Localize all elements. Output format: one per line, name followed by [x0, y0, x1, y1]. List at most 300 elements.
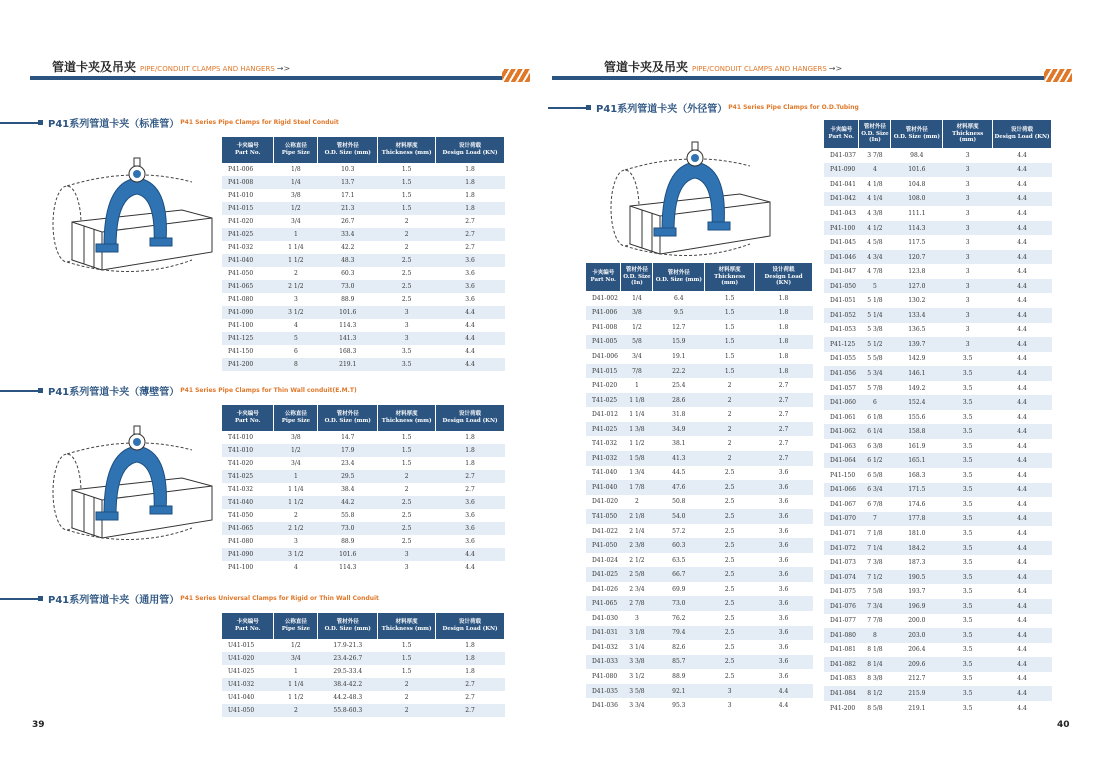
table-row [586, 320, 813, 335]
table-cell: 3.6 [465, 512, 475, 519]
table-cell: 4 5/8 [867, 239, 883, 247]
table-cell: D41-071 [830, 529, 856, 537]
table-cell: D41-082 [824, 657, 859, 672]
table-cell: 29.5-33.4 [333, 668, 363, 675]
table-cell: 3 [965, 209, 970, 217]
table-row [222, 522, 505, 535]
table-cell: 101.6 [318, 306, 378, 319]
table-cell: 4.4 [993, 686, 1052, 701]
table-row [586, 669, 813, 684]
table-cell: D41-064 [824, 453, 859, 468]
table-cell: P41-080 [592, 672, 618, 680]
table-cell: 2 [378, 704, 436, 717]
table-cell: D41-063 [830, 442, 856, 450]
table-cell: 1.8 [465, 166, 475, 173]
table-cell: 41.3 [653, 451, 705, 466]
table-row [824, 468, 1052, 483]
table-row [824, 555, 1052, 570]
table-cell: T41-032 [228, 486, 254, 493]
table-cell: 1.5 [724, 323, 735, 331]
table-cell: 2.5 [724, 498, 735, 506]
table-cell: 1.5 [401, 460, 412, 467]
table-cell: 92.1 [653, 684, 705, 699]
column-header: 卡夹编号 Part No. [222, 137, 274, 163]
table-cell: U41-015 [228, 642, 255, 649]
table-row [824, 526, 1052, 541]
table-cell: 2.5 [401, 512, 412, 519]
table-row [586, 480, 813, 495]
table-cell: P41-100 [228, 322, 254, 329]
table-cell: 181.0 [908, 529, 926, 537]
table-cell: 3.5 [943, 424, 993, 439]
column-header: 材料厚度 Thickness (mm) [378, 613, 436, 639]
table-cell: 1.5 [401, 668, 412, 675]
table-cell: 3.5 [943, 657, 993, 672]
table-cell: 2 [293, 270, 298, 277]
table-cell: 3.5 [943, 395, 993, 410]
table-cell: 88.9 [341, 296, 355, 303]
table-cell: T41-010 [222, 444, 274, 457]
table-cell: 4.4 [993, 395, 1052, 410]
table-row [586, 698, 813, 713]
column-header: 管材外径 O.D. Size (mm) [653, 263, 705, 291]
table-cell: P41-150 [830, 471, 856, 479]
header-bar [552, 76, 1072, 80]
table-row [824, 395, 1052, 410]
table-cell: 4.4 [1017, 442, 1027, 450]
table-row [824, 279, 1052, 294]
table-row [222, 163, 505, 176]
table-cell: 3.5 [943, 366, 993, 381]
table-cell: 111.1 [908, 209, 926, 217]
table-row [824, 614, 1052, 629]
table-cell: D41-033 [586, 655, 621, 670]
section-title-rigid: P41系列管道卡夹（标准管）P41 Series Pipe Clamps for Rigid Steel Conduit [0, 112, 339, 131]
table-cell: D41-043 [830, 209, 856, 217]
stripes-icon [1044, 69, 1072, 82]
table-cell: 3.5 [378, 358, 436, 371]
table-cell: 141.3 [318, 332, 378, 345]
table-row [222, 444, 505, 457]
table-cell: P41-065 [222, 522, 274, 535]
table-cell: 1.8 [778, 323, 789, 331]
table-cell: 4.4 [993, 221, 1052, 236]
table-cell: 4.4 [993, 337, 1052, 352]
table-cell: 4.4 [993, 512, 1052, 527]
table-row [222, 496, 505, 509]
table-row [824, 410, 1052, 425]
table-cell: 2.5 [705, 626, 755, 641]
table-cell: 3.5 [962, 442, 973, 450]
table-cell: 3 [378, 332, 436, 345]
table-cell: 14.7 [341, 434, 355, 441]
table-cell: 219.1 [908, 704, 926, 712]
table-cell: 73.0 [318, 522, 378, 535]
table-cell: 4.4 [993, 541, 1052, 556]
table-row [222, 548, 505, 561]
table-cell: 4.4 [1017, 675, 1027, 683]
table-cell: 4.4 [465, 322, 475, 329]
table-cell: 4.4 [465, 348, 475, 355]
table-cell: 2.7 [436, 228, 505, 241]
table-row [222, 319, 505, 332]
table-row [222, 332, 505, 345]
column-header: 卡夹编号 Part No. [222, 613, 274, 639]
table-cell: 3 1/2 [274, 548, 318, 561]
table-cell: D41-020 [592, 498, 618, 506]
table-row [824, 221, 1052, 236]
table-cell: D41-031 [586, 626, 621, 641]
table-cell: 5 1/2 [859, 337, 891, 352]
column-header: 公称直径 Pipe Size [274, 613, 318, 639]
table-cell: 3 [943, 308, 993, 323]
table-cell: D41-061 [830, 413, 856, 421]
table-cell: 5 3/4 [859, 366, 891, 381]
table-cell: 1/2 [632, 323, 642, 331]
table-cell: 219.1 [318, 358, 378, 371]
table-cell: D41-081 [830, 646, 856, 654]
table-cell: 3 [943, 250, 993, 265]
table-cell: 25.4 [672, 382, 686, 390]
table-cell: 3 1/2 [629, 672, 645, 680]
table-cell: 171.5 [891, 483, 943, 498]
table-cell: 4.4 [1017, 471, 1027, 479]
table-row [222, 215, 505, 228]
table-row [222, 293, 505, 306]
table-cell: 5 1/4 [859, 308, 891, 323]
table-row [824, 148, 1052, 163]
table-row [824, 570, 1052, 585]
table-row [222, 665, 505, 678]
table-cell: 3.6 [436, 280, 505, 293]
table-cell: 3.6 [755, 626, 813, 641]
table-row [824, 497, 1052, 512]
table-cell: 4.4 [993, 657, 1052, 672]
table-cell: 7 3/8 [867, 559, 883, 567]
table-cell: 1 1/4 [629, 411, 645, 419]
table-row [586, 349, 813, 364]
table-cell: 3.5 [943, 483, 993, 498]
table-cell: P41-080 [228, 538, 254, 545]
table-cell: D41-006 [592, 352, 618, 360]
table-cell: 4.4 [1017, 646, 1027, 654]
table-cell: D41-024 [592, 556, 618, 564]
table-cell: 38.4-42.2 [318, 678, 378, 691]
table-cell: P41-015 [222, 202, 274, 215]
table-cell: 3.5 [943, 541, 993, 556]
table-cell: 2 1/2 [274, 280, 318, 293]
table-cell: 44.2-48.3 [333, 694, 363, 701]
table-row [824, 483, 1052, 498]
table-cell: 6 [293, 348, 298, 355]
table-cell: 2.7 [465, 244, 475, 251]
table-od-b [824, 120, 1052, 715]
table-cell: 2.5 [705, 567, 755, 582]
table-row [222, 228, 505, 241]
table-cell: 98.4 [910, 151, 924, 159]
table-cell: P41-090 [222, 548, 274, 561]
table-cell: 3.5 [962, 588, 973, 596]
table-cell: 1/8 [291, 166, 301, 173]
table-cell: 2 [378, 678, 436, 691]
table-cell: 31.8 [672, 411, 686, 419]
clamp-illustration-od [600, 136, 780, 266]
table-cell: 1/4 [274, 176, 318, 189]
table-row [222, 280, 505, 293]
table-row [586, 364, 813, 379]
table-cell: 2 3/4 [629, 585, 645, 593]
table-cell: 3.5 [943, 453, 993, 468]
clamp-illustration-thin [42, 420, 222, 550]
table-row [824, 701, 1052, 716]
table-cell: 3 [378, 548, 436, 561]
table-cell: 1/2 [274, 444, 318, 457]
header-en: PIPE/CONDUIT CLAMPS AND HANGERS [140, 65, 275, 73]
page-number: 40 [1057, 720, 1070, 730]
table-cell: 7 1/4 [859, 541, 891, 556]
table-cell: 168.3 [339, 348, 357, 355]
table-row [824, 424, 1052, 439]
table-cell: 200.0 [908, 617, 926, 625]
section-title-thin: P41系列管道卡夹（薄壁管）P41 Series Pipe Clamps for Thin Wall conduit(E.M.T) [0, 380, 357, 399]
header-bar [30, 76, 530, 80]
table-cell: 1 3/4 [629, 469, 645, 477]
table-cell: 4.4 [1017, 209, 1027, 217]
table-cell: D41-032 [592, 643, 618, 651]
column-header: 管材外径 O.D. Size (In) [859, 120, 891, 148]
table-cell: 3 [965, 239, 970, 247]
table-cell: 2.5 [705, 538, 755, 553]
table-cell: 48.3 [318, 254, 378, 267]
table-cell: 3 [943, 279, 993, 294]
table-cell: 1.5 [705, 364, 755, 379]
column-header: 设计荷载 Design Load (KN) [436, 405, 505, 431]
header-left [30, 54, 530, 82]
table-cell: 1.5 [401, 642, 412, 649]
table-cell: 158.8 [891, 424, 943, 439]
table-cell: D41-053 [830, 326, 856, 334]
table-cell: 1 1/2 [288, 694, 304, 701]
table-cell: 1/4 [632, 294, 642, 302]
table-cell: D41-072 [824, 541, 859, 556]
table-row [824, 453, 1052, 468]
table-cell: D41-036 [592, 702, 618, 710]
table-cell: 1.5 [401, 192, 412, 199]
table-cell: 17.9-21.3 [333, 642, 363, 649]
table-row [586, 524, 813, 539]
table-row [824, 381, 1052, 396]
table-cell: P41-032 [586, 451, 621, 466]
table-cell: 5 [274, 332, 318, 345]
table-row [222, 704, 505, 717]
table-cell: 3.5 [962, 413, 973, 421]
table-cell: 2 [404, 694, 409, 701]
table-cell: 1.5 [724, 352, 735, 360]
table-cell: 2.5 [705, 480, 755, 495]
table-cell: 5 [859, 279, 891, 294]
table-cell: 215.9 [891, 686, 943, 701]
table-cell: 44.2 [318, 496, 378, 509]
table-row [586, 684, 813, 699]
table-row [222, 345, 505, 358]
table-cell: 2.5 [378, 280, 436, 293]
table-cell: D41-030 [592, 614, 618, 622]
table-cell: 2.7 [436, 470, 505, 483]
table-cell: P41-006 [586, 306, 621, 321]
table-cell: 3.6 [778, 585, 789, 593]
table-row [824, 672, 1052, 687]
table-cell: 1/2 [291, 642, 301, 649]
table-cell: 4 1/8 [867, 180, 883, 188]
table-row [586, 567, 813, 582]
table-cell: 28.6 [653, 393, 705, 408]
table-cell: D41-012 [592, 411, 618, 419]
table-row [222, 561, 505, 574]
header-right [552, 54, 1072, 82]
table-cell: 2.5 [724, 469, 735, 477]
table-cell: 1.8 [436, 652, 505, 665]
table-cell: P41-200 [830, 704, 856, 712]
column-header: 管材外径 O.D. Size (mm) [318, 137, 378, 163]
table-cell: 4.4 [993, 192, 1052, 207]
table-cell: 1.8 [436, 444, 505, 457]
table-cell: 3.5 [962, 500, 973, 508]
table-cell: P41-050 [586, 538, 621, 553]
table-row [586, 509, 813, 524]
table-cell: 8 1/2 [859, 686, 891, 701]
table-row [222, 431, 505, 444]
table-cell: 4.4 [1017, 180, 1027, 188]
table-cell: 4.4 [436, 332, 505, 345]
table-cell: 3 3/4 [629, 702, 645, 710]
table-cell: 3.5 [962, 529, 973, 537]
table-cell: D41-076 [824, 599, 859, 614]
table-cell: P41-006 [228, 166, 254, 173]
table-cell: 2.7 [436, 678, 505, 691]
table-row [586, 291, 813, 306]
table-cell: 4 [293, 322, 298, 329]
column-header: 设计荷载 Design Load (KN) [755, 263, 813, 291]
table-cell: 1.8 [436, 176, 505, 189]
table-cell: 168.3 [908, 471, 926, 479]
table-cell: 2 5/8 [621, 567, 653, 582]
header-en: PIPE/CONDUIT CLAMPS AND HANGERS [692, 65, 827, 73]
table-row [222, 254, 505, 267]
table-row [824, 628, 1052, 643]
table-cell: 3.5 [943, 570, 993, 585]
table-cell: 85.7 [653, 655, 705, 670]
table-cell: 2.5 [724, 585, 735, 593]
table-cell: 2.5 [401, 270, 412, 277]
table-row [824, 337, 1052, 352]
table-row [824, 686, 1052, 701]
table-cell: D41-047 [830, 268, 856, 276]
table-cell: 142.9 [908, 355, 926, 363]
table-cell: 3.5 [962, 355, 973, 363]
column-header: 管材外径 O.D. Size (In) [621, 263, 653, 291]
table-cell: 8 1/8 [867, 646, 883, 654]
table-cell: 2.5 [378, 496, 436, 509]
table-cell: P41-065 [222, 280, 274, 293]
header-zh: 管道卡夹及吊夹 [604, 60, 689, 74]
table-cell: 38.1 [672, 440, 686, 448]
table-od-a [586, 263, 813, 713]
table-cell: 12.7 [672, 323, 686, 331]
table-row [222, 189, 505, 202]
table-cell: 1 [274, 228, 318, 241]
table-cell: 3 7/8 [867, 151, 883, 159]
table-cell: T41-050 [586, 509, 621, 524]
table-row [222, 652, 505, 665]
table-cell: 4.4 [993, 424, 1052, 439]
table-cell: 1.5 [378, 176, 436, 189]
table-row [824, 264, 1052, 279]
table-cell: 3/8 [291, 434, 301, 441]
table-cell: 4.4 [993, 483, 1052, 498]
table-row [222, 306, 505, 319]
table-row [586, 640, 813, 655]
table-cell: 2 [404, 218, 409, 225]
table-cell: 1.5 [378, 202, 436, 215]
table-cell: D41-035 [586, 684, 621, 699]
table-cell: 3.5 [962, 471, 973, 479]
table-row [222, 483, 505, 496]
table-row [824, 643, 1052, 658]
table-cell: 2 [274, 704, 318, 717]
table-cell: U41-020 [222, 652, 274, 665]
column-header: 设计荷载 Design Load (KN) [436, 613, 505, 639]
table-cell: 23.4-26.7 [318, 652, 378, 665]
table-cell: 1.8 [465, 642, 475, 649]
table-row [824, 206, 1052, 221]
table-cell: 3 1/2 [274, 306, 318, 319]
table-cell: 4.4 [993, 163, 1052, 178]
table-cell: 33.4 [318, 228, 378, 241]
table-cell: 60.3 [341, 270, 355, 277]
table-row [824, 512, 1052, 527]
table-cell: 2 [635, 498, 639, 506]
table-cell: 3.6 [755, 538, 813, 553]
table-cell: 29.5 [318, 470, 378, 483]
table-cell: D41-051 [830, 297, 856, 305]
table-cell: 8 1/4 [859, 657, 891, 672]
table-cell: 4.4 [993, 279, 1052, 294]
table-row [222, 176, 505, 189]
table-cell: 3.6 [436, 522, 505, 535]
table-cell: 212.7 [908, 675, 926, 683]
table-cell: P41-125 [824, 337, 859, 352]
table-cell: 1.5 [705, 335, 755, 350]
table-cell: 209.6 [891, 657, 943, 672]
table-row [586, 655, 813, 670]
table-cell: 3.6 [778, 527, 789, 535]
table-cell: 4.4 [993, 453, 1052, 468]
table-cell: 7 [859, 512, 891, 527]
table-cell: D41-073 [830, 559, 856, 567]
table-cell: D41-002 [592, 294, 618, 302]
table-cell: 139.7 [891, 337, 943, 352]
table-cell: 9.5 [653, 306, 705, 321]
table-cell: 3.6 [755, 509, 813, 524]
table-cell: 60.3 [653, 538, 705, 553]
table-cell: 4.4 [436, 548, 505, 561]
table-cell: 3.5 [962, 675, 973, 683]
table-cell: 3 1/4 [629, 643, 645, 651]
table-row [222, 535, 505, 548]
table-cell: 2 7/8 [621, 596, 653, 611]
table-cell: D41-046 [824, 250, 859, 265]
table-cell: 4.4 [1017, 588, 1027, 596]
